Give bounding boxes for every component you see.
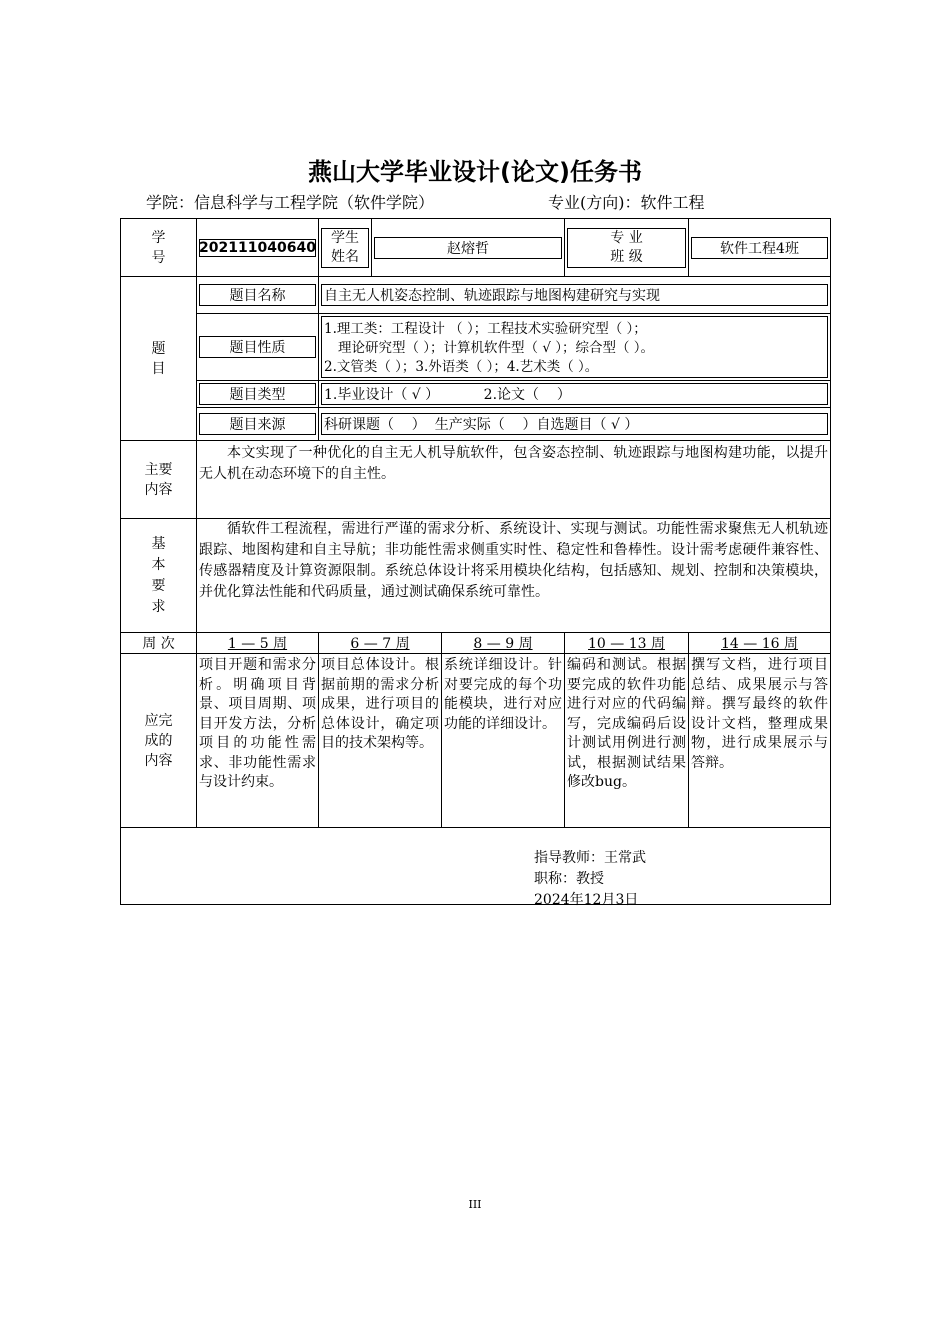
week-content-row	[121, 654, 831, 828]
topic-nature-label: 题目性质	[197, 314, 319, 381]
week-1-content: 项目开题和需求分析。明确项目背景、项目周期、项目开发方法，分析项目的功能性需求、非功能性需求与设计约束。	[197, 654, 319, 828]
header-line	[146, 190, 705, 213]
requirements-row	[121, 519, 831, 633]
topic-type-row	[121, 381, 831, 408]
week-4: 10 — 13 周	[565, 633, 689, 654]
page-title: 燕山大学毕业设计(论文)任务书	[308, 158, 642, 186]
topic-nature-row	[121, 314, 831, 381]
week-5: 14 — 16 周	[689, 633, 831, 654]
advisor-title: 职称：教授	[534, 871, 604, 887]
topic-name-row	[121, 277, 831, 314]
content-label: 应完 成的 内容	[121, 654, 197, 828]
topic-source-value: 科研课题（ ） 生产实际（ ）自选题目（ √ ）	[319, 408, 831, 441]
topic-type-label: 题目类型	[197, 381, 319, 408]
requirements-label: 基 本 要 求	[121, 519, 197, 633]
class-value: 软件工程4班	[689, 219, 831, 277]
student-name-value: 赵熔哲	[372, 219, 565, 277]
main-content-row	[121, 441, 831, 519]
student-name-label: 学生 姓名	[319, 219, 372, 277]
advisor-name: 指导教师：王常武	[534, 850, 646, 866]
topic-source-row	[121, 408, 831, 441]
week-1: 1 — 5 周	[197, 633, 319, 654]
week-2-content: 项目总体设计。根据前期的需求分析成果，进行项目的总体设计，确定项目的技术架构等。	[319, 654, 442, 828]
nature-line-1: 1.理工类：工程设计 （ ）；工程技术实验研究型（ ）；	[324, 321, 647, 337]
topic-nature-value	[319, 314, 831, 381]
week-3-content: 系统详细设计。针对要完成的每个功能模块，进行对应功能的详细设计。	[442, 654, 565, 828]
topic-name-label: 题目名称	[197, 277, 319, 314]
main-content-text: 本文实现了一种优化的自主无人机导航软件，包含姿态控制、轨迹跟踪与地图构建功能，以提升无人机在动态环境下的自主性。	[197, 441, 831, 519]
major-text: 专业(方向)：软件工程	[548, 193, 705, 212]
requirements-text: 循软件工程流程，需进行严谨的需求分析、系统设计、实现与测试。功能性需求聚焦无人机轨迹跟踪、地图构建和自主导航；非功能性需求侧重实时性、稳定性和鲁棒性。设计需考虑硬件兼容性、传感器精度及计算资源限制。系统总体设计将采用模块化结构，包括感知、规划、控制和决策模块，并优化算法性能和代码质量，通过测试确保系统可靠性。	[197, 519, 831, 633]
topic-source-label: 题目来源	[197, 408, 319, 441]
topic-name-value: 自主无人机姿态控制、轨迹跟踪与地图构建研究与实现	[319, 277, 831, 314]
week-2: 6 — 7 周	[319, 633, 442, 654]
week-3: 8 — 9 周	[442, 633, 565, 654]
nature-line-3: 2.文管类（ ）；3.外语类（ ）；4.艺术类（ ）。	[324, 359, 599, 375]
topic-section-label: 题 目	[121, 277, 197, 441]
signature-cell	[121, 828, 831, 908]
week-5-content: 撰写文档，进行项目总结、成果展示与答辩。撰写最终的软件设计文档，整理成果物，进行成果展示与答辩。	[689, 654, 831, 828]
signature-row	[121, 828, 831, 905]
student-row	[121, 219, 831, 277]
class-label: 专 业 班 级	[565, 219, 689, 277]
week-label: 周 次	[121, 633, 197, 654]
week-header-row	[121, 633, 831, 654]
page-number: III	[468, 1198, 482, 1211]
student-id-label: 学 号	[121, 219, 197, 277]
task-table	[120, 218, 831, 908]
main-content-label: 主要 内容	[121, 441, 197, 519]
college-text: 学院：信息科学与工程学院（软件学院）	[146, 193, 435, 212]
nature-line-2: 理论研究型（ ）；计算机软件型（ √ ）；综合型（ ）。	[338, 340, 655, 356]
week-4-content: 编码和测试。根据要完成的软件功能进行对应的代码编写，完成编码后设计测试用例进行测试，根据测试结果修改bug。	[565, 654, 689, 828]
sign-date: 2024年12月3日	[534, 892, 639, 908]
topic-type-value: 1.毕业设计（ √ ） 2.论文（ ）	[319, 381, 831, 408]
student-id-value: 202111040640	[197, 219, 319, 277]
